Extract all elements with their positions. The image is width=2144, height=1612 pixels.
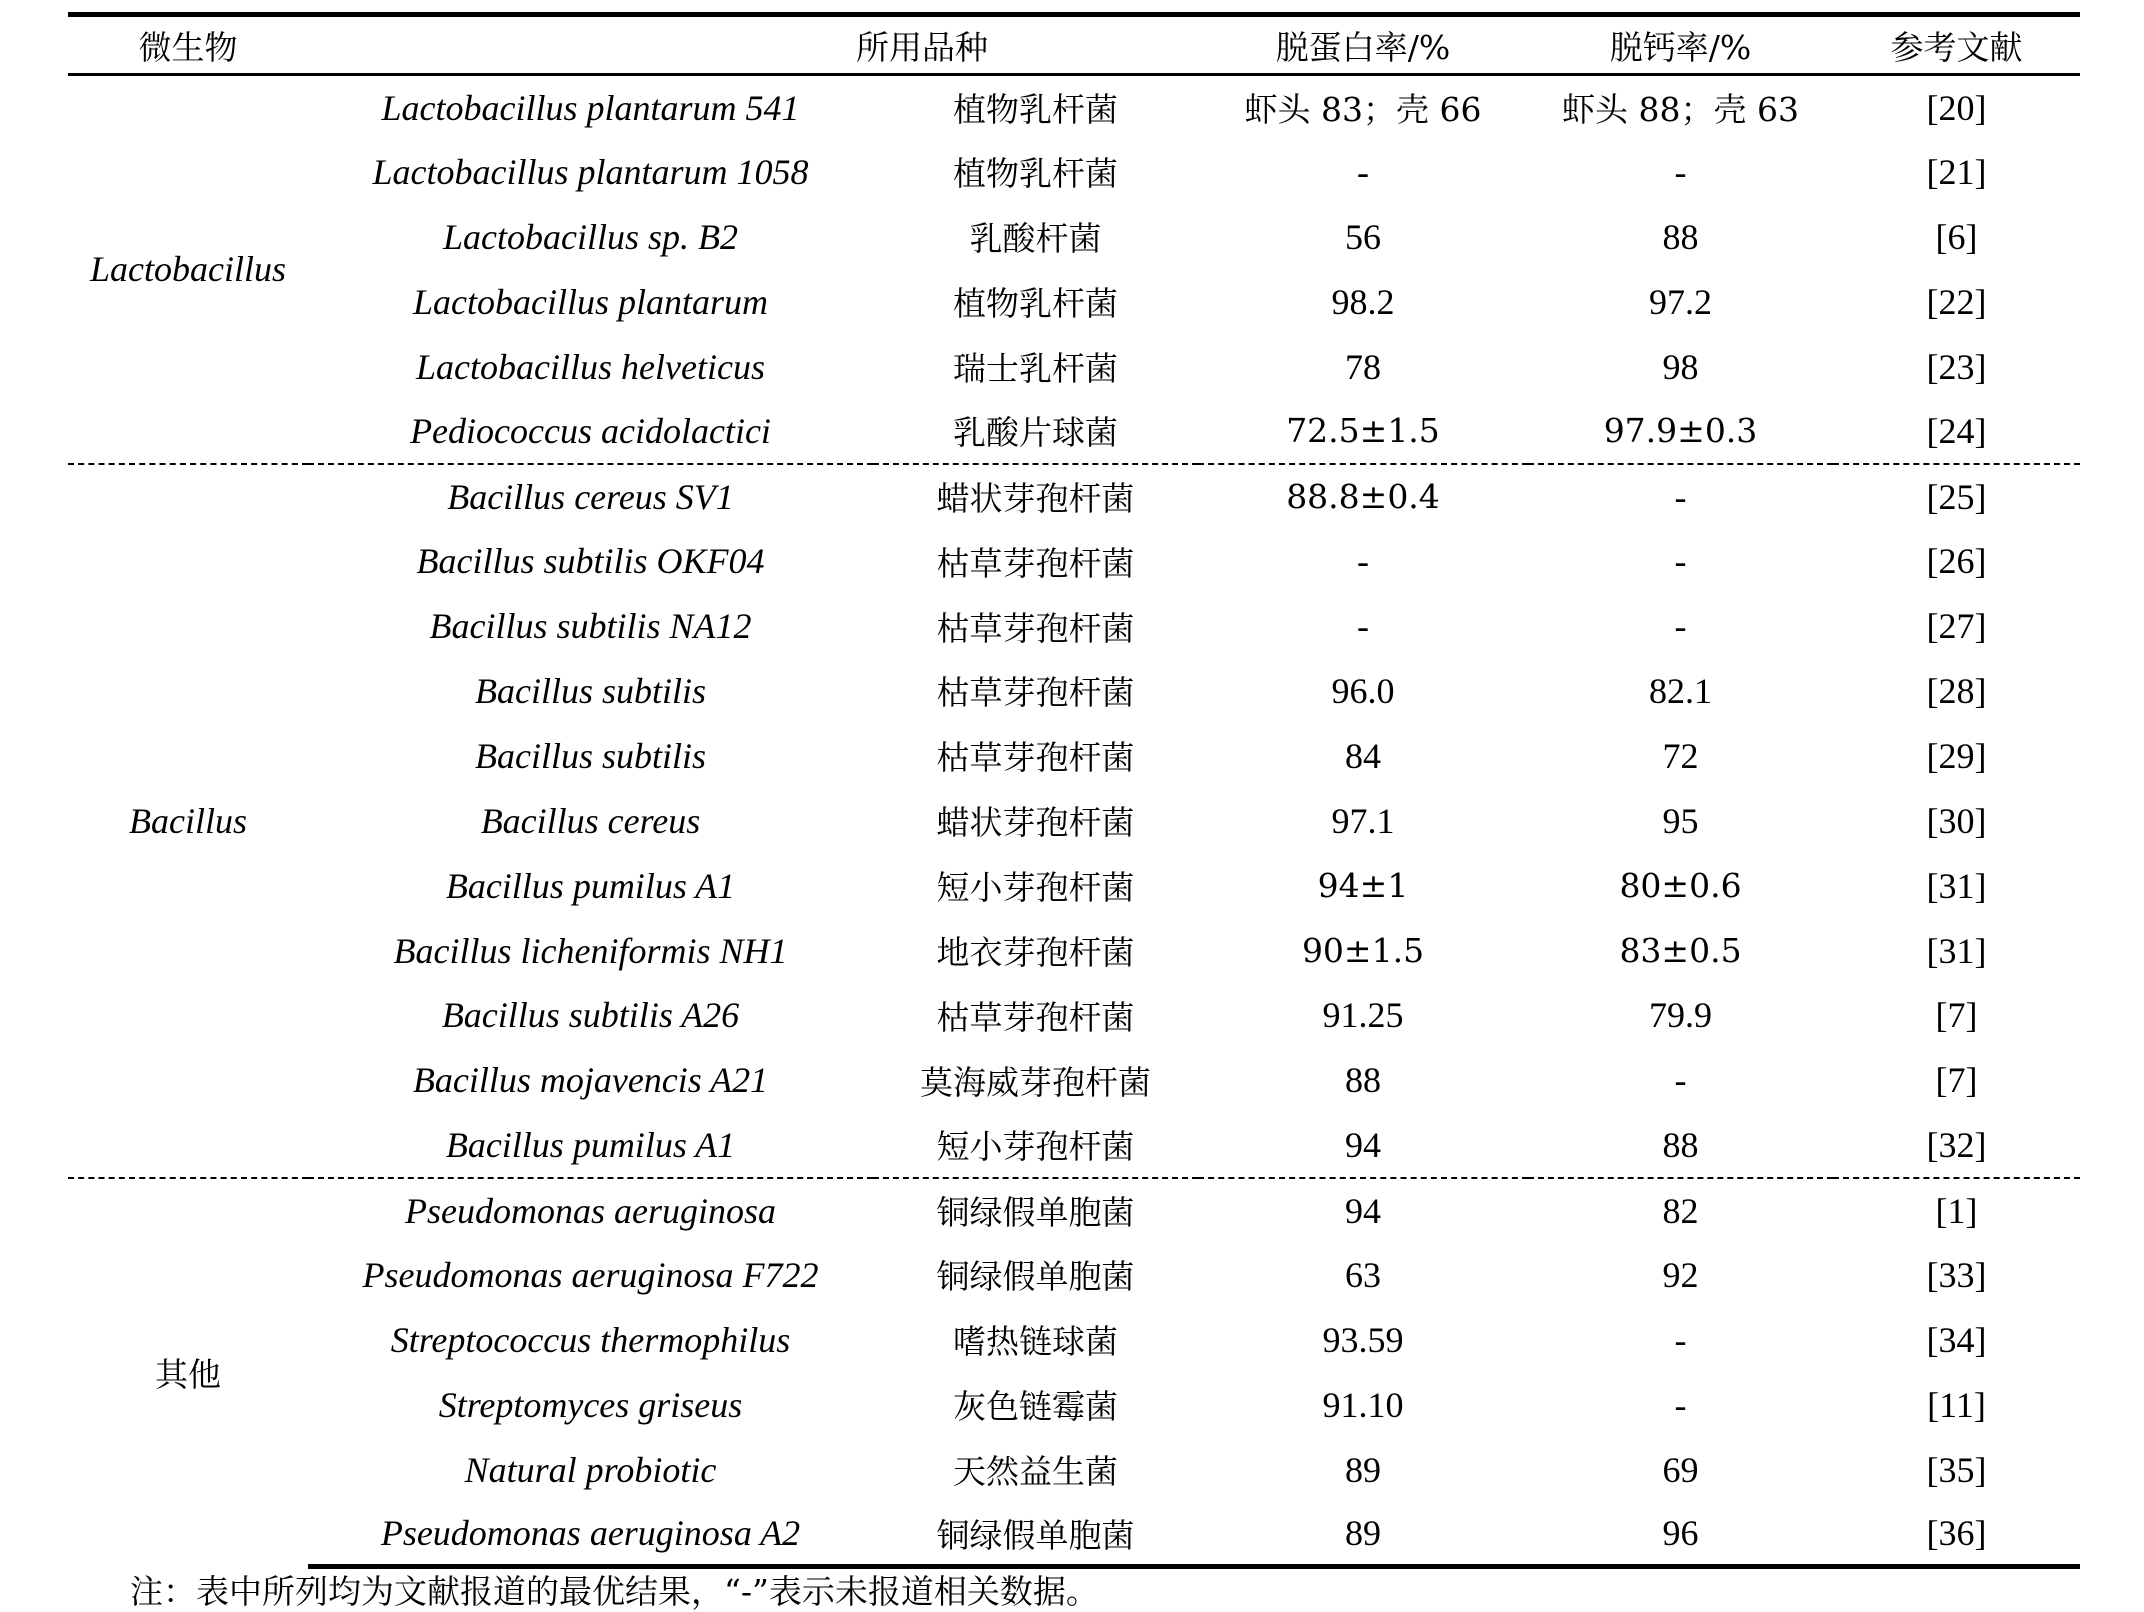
reference-cell: [30] — [1926, 800, 1987, 841]
table-row — [68, 918, 2080, 983]
header-deproteinization: 脱蛋白率/% — [1198, 15, 1528, 75]
strain-latin-name: Lactobacillus plantarum 1058 — [372, 151, 809, 192]
decalcification-value: 97.9±0.3 — [1603, 411, 1758, 451]
decalcification-value: 82 — [1528, 1178, 1833, 1243]
decalcification-value: - — [1674, 606, 1687, 647]
deproteinization-value: 90±1.5 — [1301, 931, 1425, 971]
header-decalcification: 脱钙率/% — [1528, 15, 1833, 75]
decalcification-value: 83±0.5 — [1619, 931, 1742, 971]
strain-latin-name: Bacillus subtilis — [474, 670, 706, 711]
deproteinization-value: 84 — [1345, 735, 1381, 776]
reference-cell: [31] — [1926, 865, 1987, 906]
strain-latin-name: Lactobacillus sp. B2 — [443, 216, 738, 257]
strain-latin-name: Bacillus pumilus A1 — [445, 1124, 736, 1165]
strain-chinese-name: 植物乳杆菌 — [953, 154, 1118, 194]
strain-latin-name: Pediococcus acidolactici — [410, 410, 771, 451]
deproteinization-value: 96.0 — [1331, 670, 1395, 711]
deproteinization-value: 72.5±1.5 — [1286, 411, 1440, 451]
deproteinization-value: 94±1 — [1317, 866, 1409, 906]
decalcification-value: 虾头 88；壳 63 — [1562, 90, 1799, 130]
table-row — [68, 1178, 2080, 1243]
table-body — [68, 75, 2080, 1567]
decalcification-value: 92 — [1662, 1254, 1699, 1295]
reference-cell: [28] — [1926, 670, 1987, 711]
decalcification-value: 69 — [1662, 1449, 1699, 1490]
reference-cell: [7] — [1935, 1060, 1978, 1101]
reference-cell: [31] — [1926, 930, 1987, 971]
table-row — [68, 529, 2080, 594]
strain-latin-name: Pseudomonas aeruginosa — [308, 1178, 873, 1243]
decalcification-value: 79.9 — [1649, 995, 1712, 1036]
strain-chinese-name: 铜绿假单胞菌 — [936, 1257, 1135, 1297]
table-row — [68, 1502, 2080, 1567]
strain-chinese-name: 乳酸杆菌 — [969, 219, 1102, 259]
table-row — [68, 204, 2080, 269]
strain-chinese-name: 枯草芽孢杆菌 — [936, 673, 1135, 713]
strain-latin-name: Bacillus cereus — [480, 800, 701, 841]
table-row — [68, 334, 2080, 399]
table-row — [68, 464, 2080, 529]
reference-cell: [23] — [1926, 346, 1987, 387]
reference-cell: [26] — [1926, 541, 1987, 582]
table-row — [68, 1372, 2080, 1437]
strain-chinese-name: 植物乳杆菌 — [953, 90, 1118, 130]
table-row — [68, 139, 2080, 204]
reference-cell: [34] — [1926, 1319, 1987, 1360]
strain-latin-name: Bacillus pumilus A1 — [445, 865, 736, 906]
table-row — [68, 269, 2080, 334]
table-footnote: 注：表中所列均为文献报道的最优结果，“-”表示未报道相关数据。 — [130, 1572, 1099, 1611]
strain-latin-name: Streptococcus thermophilus — [390, 1319, 791, 1360]
table-row — [68, 723, 2080, 788]
reference-cell: [33] — [1926, 1254, 1987, 1295]
header-variety: 所用品种 — [308, 15, 1198, 75]
deproteinization-value: 虾头 83；壳 66 — [1244, 90, 1482, 130]
strain-chinese-name: 蜡状芽孢杆菌 — [936, 803, 1135, 843]
table-row — [68, 1307, 2080, 1372]
strain-chinese-name: 天然益生菌 — [953, 1452, 1118, 1492]
strain-latin-name: Lactobacillus plantarum 541 — [381, 87, 800, 128]
decalcification-value: 88 — [1662, 216, 1699, 257]
deproteinization-value: 88 — [1345, 1060, 1381, 1101]
reference-cell: [27] — [1926, 606, 1987, 647]
table-row — [68, 594, 2080, 659]
reference-cell: [6] — [1935, 216, 1978, 257]
deproteinization-value: 89 — [1345, 1449, 1381, 1490]
deproteinization-value: 91.10 — [1322, 1384, 1404, 1425]
deproteinization-value: 88.8±0.4 — [1198, 464, 1528, 529]
strain-chinese-name: 短小芽孢杆菌 — [936, 1127, 1135, 1167]
deproteinization-value: 78 — [1345, 346, 1381, 387]
table-row — [68, 983, 2080, 1048]
decalcification-value: 80±0.6 — [1619, 866, 1742, 906]
strain-chinese-name: 乳酸片球菌 — [953, 413, 1118, 453]
decalcification-value: 98 — [1662, 346, 1699, 387]
strain-chinese-name: 蜡状芽孢杆菌 — [873, 464, 1198, 529]
reference-cell: [36] — [1833, 1502, 2080, 1567]
reference-cell: [22] — [1926, 281, 1987, 322]
decalcification-value: 96 — [1528, 1502, 1833, 1567]
strain-latin-name: Natural probiotic — [464, 1449, 717, 1490]
reference-cell: [24] — [1926, 410, 1987, 451]
table-row — [68, 1437, 2080, 1502]
strain-chinese-name: 植物乳杆菌 — [953, 284, 1118, 324]
decalcification-value: 82.1 — [1649, 670, 1712, 711]
table-row — [68, 853, 2080, 918]
reference-cell: [20] — [1926, 87, 1987, 128]
deproteinization-value: - — [1357, 606, 1369, 647]
decalcification-value: - — [1528, 464, 1833, 529]
strain-latin-name: Pseudomonas aeruginosa A2 — [308, 1502, 873, 1567]
strain-latin-name: Bacillus subtilis NA12 — [429, 606, 752, 647]
strain-chinese-name: 枯草芽孢杆菌 — [936, 997, 1135, 1037]
strain-latin-name: Bacillus mojavencis A21 — [412, 1060, 769, 1101]
deproteinization-value: 97.1 — [1331, 800, 1395, 841]
deproteinization-value: - — [1357, 151, 1369, 192]
strain-latin-name: Bacillus subtilis OKF04 — [416, 541, 765, 582]
deproteinization-value: 56 — [1345, 216, 1381, 257]
strain-chinese-name: 灰色链霉菌 — [953, 1387, 1118, 1427]
decalcification-value: - — [1674, 541, 1687, 582]
table-row — [68, 399, 2080, 464]
header-microbe: 微生物 — [68, 15, 308, 75]
strain-latin-name: Lactobacillus helveticus — [416, 346, 765, 387]
reference-cell: [32] — [1926, 1124, 1987, 1165]
strain-chinese-name: 枯草芽孢杆菌 — [936, 543, 1135, 583]
strain-chinese-name: 枯草芽孢杆菌 — [936, 738, 1135, 778]
reference-cell: [11] — [1927, 1384, 1986, 1425]
decalcification-value: - — [1674, 1319, 1687, 1360]
table-row — [68, 1048, 2080, 1113]
strain-latin-name: Streptomyces griseus — [438, 1384, 743, 1425]
strain-chinese-name: 瑞士乳杆菌 — [953, 349, 1118, 388]
reference-cell: [7] — [1935, 995, 1978, 1036]
strain-chinese-name: 铜绿假单胞菌 — [873, 1502, 1198, 1567]
strain-chinese-name: 铜绿假单胞菌 — [873, 1178, 1198, 1243]
table-row — [68, 788, 2080, 853]
deproteinization-value: 89 — [1198, 1502, 1528, 1567]
decalcification-value: 72 — [1662, 735, 1699, 776]
strain-chinese-name: 短小芽孢杆菌 — [936, 868, 1135, 908]
deproteinization-value: 91.25 — [1322, 995, 1404, 1036]
decalcification-value: - — [1674, 151, 1687, 192]
deproteinization-value: 93.59 — [1322, 1319, 1404, 1360]
deproteinization-value: - — [1357, 541, 1369, 582]
strain-latin-name: Bacillus subtilis — [474, 735, 706, 776]
strain-chinese-name: 地衣芽孢杆菌 — [936, 933, 1135, 973]
deproteinization-value: 94 — [1345, 1124, 1381, 1165]
data-table-container — [68, 12, 2080, 1569]
table-row — [68, 75, 2080, 140]
strain-latin-name: Bacillus licheniformis NH1 — [393, 930, 788, 971]
table-row — [68, 659, 2080, 724]
group-label: Bacillus — [68, 464, 308, 1178]
reference-cell: [29] — [1926, 735, 1987, 776]
table-row — [68, 1113, 2080, 1178]
decalcification-value: - — [1674, 1060, 1687, 1101]
decalcification-value: 88 — [1662, 1124, 1699, 1165]
decalcification-value: - — [1674, 1384, 1687, 1425]
strain-chinese-name: 嗜热链球菌 — [953, 1322, 1118, 1362]
deproteinization-value: 63 — [1345, 1254, 1381, 1295]
group-label: 其他 — [68, 1178, 308, 1567]
reference-cell: [1] — [1833, 1178, 2080, 1243]
decalcification-value: 97.2 — [1649, 281, 1712, 322]
reference-cell: [21] — [1926, 151, 1987, 192]
strain-latin-name: Pseudomonas aeruginosa F722 — [362, 1254, 819, 1295]
strain-chinese-name: 枯草芽孢杆菌 — [936, 608, 1135, 648]
table-row — [68, 1243, 2080, 1308]
group-label: Lactobacillus — [90, 249, 286, 290]
strain-latin-name: Bacillus cereus SV1 — [308, 464, 873, 529]
header-reference: 参考文献 — [1833, 15, 2080, 75]
reference-cell: [25] — [1833, 464, 2080, 529]
microbe-deproteinization-table — [68, 12, 2080, 1569]
decalcification-value: 95 — [1662, 800, 1699, 841]
strain-latin-name: Lactobacillus plantarum — [412, 281, 768, 322]
table-header-row — [68, 15, 2080, 75]
deproteinization-value: 94 — [1198, 1178, 1528, 1243]
strain-latin-name: Bacillus subtilis A26 — [441, 995, 740, 1036]
deproteinization-value: 98.2 — [1331, 281, 1395, 322]
reference-cell: [35] — [1926, 1449, 1987, 1490]
strain-chinese-name: 莫海威芽孢杆菌 — [920, 1062, 1151, 1102]
